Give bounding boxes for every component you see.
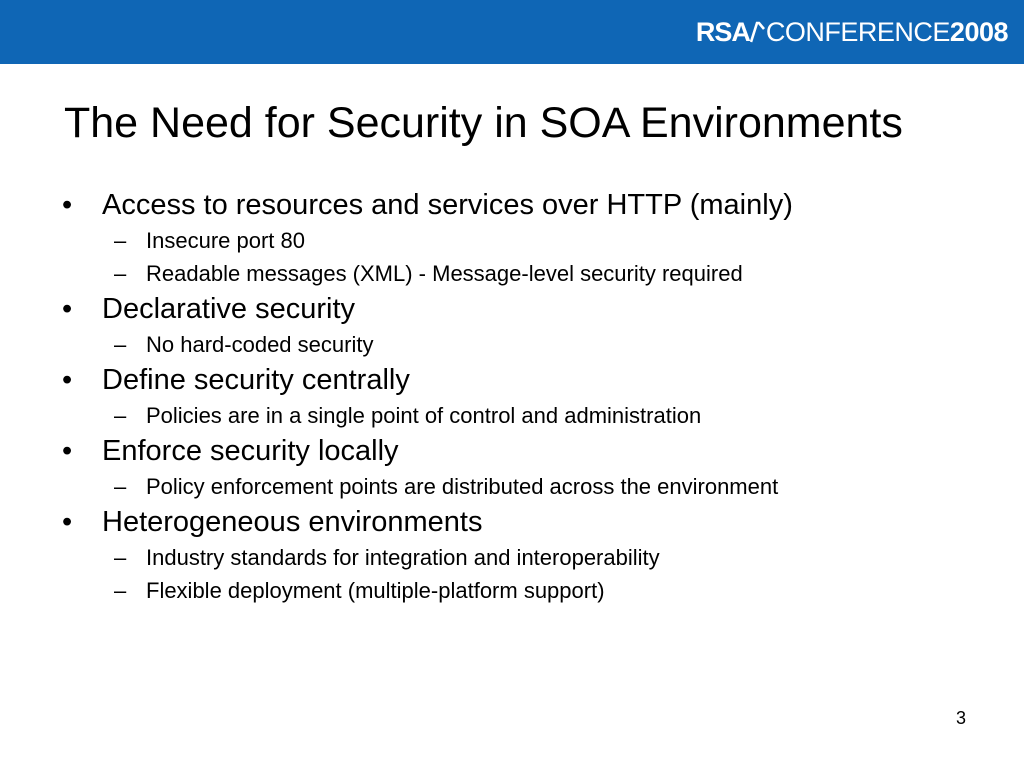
sub-bullet-item <box>60 399 990 432</box>
sub-bullet-group <box>60 399 990 432</box>
bullet-item <box>60 432 990 470</box>
logo-rsa-text: RSA <box>695 16 750 47</box>
bullet-list <box>60 186 990 607</box>
sub-bullet-marker: – <box>114 474 127 499</box>
logo-conference-text: CONFERENCE <box>765 16 950 47</box>
sub-bullet-list <box>60 224 990 290</box>
bullet-marker: • <box>62 364 73 396</box>
sub-bullet-text: Policy enforcement points are distributed across the environment <box>146 474 779 499</box>
sub-bullet-text: Policies are in a single point of control and administration <box>146 403 702 428</box>
bullet-marker: • <box>62 189 73 221</box>
header-bar <box>0 0 1024 64</box>
bullet-marker: • <box>62 435 73 467</box>
sub-bullet-list <box>60 328 990 361</box>
sub-bullet-list <box>60 399 990 432</box>
bullet-text: Enforce security locally <box>102 435 399 467</box>
sub-bullet-list <box>60 541 990 607</box>
sub-bullet-marker: – <box>114 332 127 357</box>
sub-bullet-text: Industry standards for integration and interoperability <box>146 545 660 570</box>
slide-title: The Need for Security in SOA Environments <box>64 99 903 147</box>
sub-bullet-item <box>60 257 990 290</box>
sub-bullet-text: Readable messages (XML) - Message-level security required <box>146 261 743 286</box>
sub-bullet-item <box>60 541 990 574</box>
sub-bullet-group <box>60 224 990 290</box>
bullet-text: Define security centrally <box>102 364 410 396</box>
sub-bullet-marker: – <box>114 578 127 603</box>
bullet-item <box>60 503 990 541</box>
rsa-conference-logo <box>696 17 1008 47</box>
sub-bullet-text: No hard-coded security <box>146 332 374 357</box>
sub-bullet-group <box>60 470 990 503</box>
bullet-marker: • <box>62 293 73 325</box>
sub-bullet-marker: – <box>114 228 127 253</box>
bullet-marker: • <box>62 506 73 538</box>
sub-bullet-text: Flexible deployment (multiple-platform support) <box>146 578 605 603</box>
sub-bullet-text: Insecure port 80 <box>146 228 305 253</box>
sub-bullet-marker: – <box>114 403 127 428</box>
sub-bullet-marker: – <box>114 261 127 286</box>
logo-year-text: 2008 <box>949 16 1008 47</box>
sub-bullet-item <box>60 470 990 503</box>
sub-bullet-item <box>60 224 990 257</box>
sub-bullet-group <box>60 541 990 607</box>
sub-bullet-list <box>60 470 990 503</box>
bullet-item <box>60 186 990 224</box>
bullet-text: Heterogeneous environments <box>102 506 483 538</box>
rsa-slash-mark-icon <box>750 21 765 43</box>
bullet-text: Declarative security <box>102 293 356 325</box>
sub-bullet-item <box>60 574 990 607</box>
bullet-text: Access to resources and services over HTTP (mainly) <box>102 189 793 221</box>
page-number: 3 <box>955 708 966 728</box>
sub-bullet-item <box>60 328 990 361</box>
sub-bullet-group <box>60 328 990 361</box>
bullet-item <box>60 361 990 399</box>
bullet-item <box>60 290 990 328</box>
sub-bullet-marker: – <box>114 545 127 570</box>
